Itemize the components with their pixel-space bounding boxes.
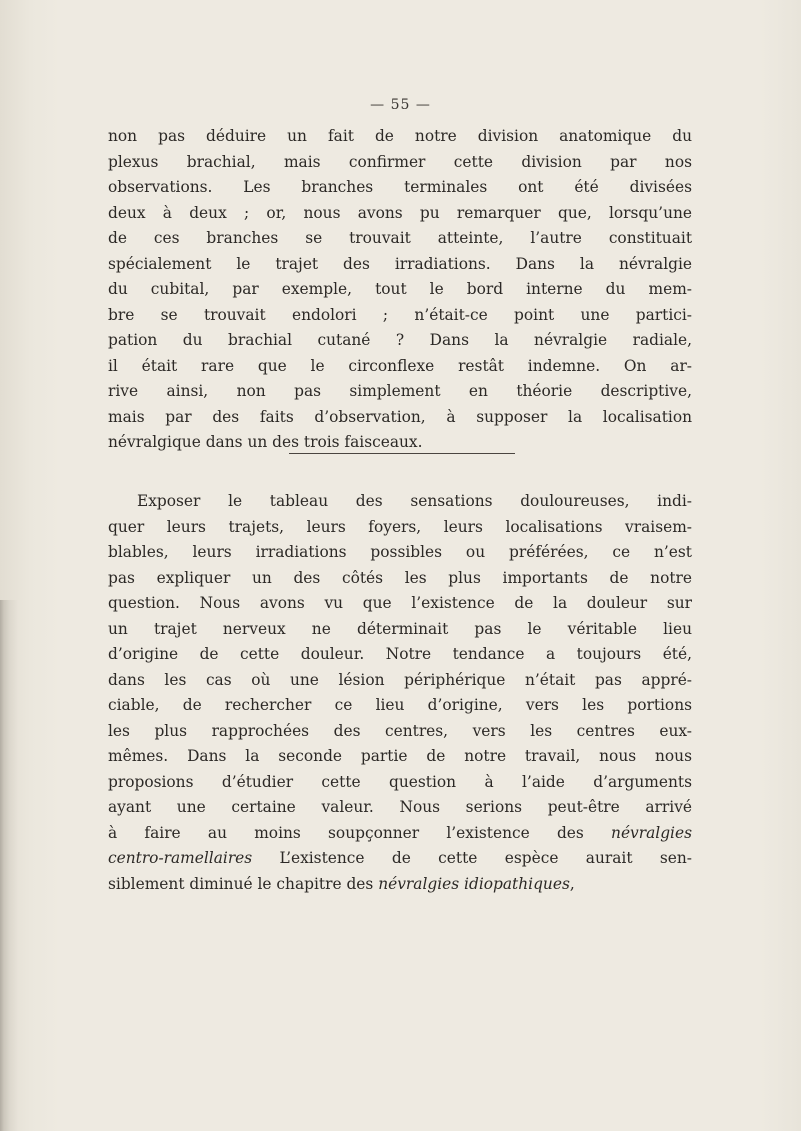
text-line: d’origine de cette douleur. Notre tendance a toujours été, [108, 645, 692, 663]
text-line-mixed [108, 821, 692, 847]
text-run: siblement diminué le chapitre des [108, 874, 379, 893]
text-line: ciable, de rechercher ce lieu d’origine, vers les portions [108, 696, 692, 714]
text-line: proposions d’étudier cette question à l’aide d’arguments [108, 772, 692, 791]
section-separator [289, 453, 515, 454]
text-line: pas expliquer un des côtés les plus importants de notre [108, 568, 692, 587]
text-line: pation du brachial cutané ? Dans la névralgie radiale, [108, 331, 692, 349]
text-line: mais par des faits d’observation, à supposer la localisation [108, 407, 692, 426]
binding-shadow [0, 600, 18, 1131]
text-line: question. Nous avons vu que l’existence de la douleur sur [108, 594, 692, 612]
italic-term: névralgies idiopathiques [378, 874, 570, 893]
paragraph-1 [108, 124, 692, 456]
italic-term: centro-ramellaires [108, 849, 253, 867]
text-line: bre se trouvait endolori ; n’était-ce point une partici- [108, 305, 692, 324]
text-line-mixed [108, 872, 692, 898]
text-line: observations. Les branches terminales ont été divisées [108, 178, 692, 196]
text-line: plexus brachial, mais confirmer cette division par nos [108, 152, 692, 171]
text-line: non pas déduire un fait de notre division anatomique du [108, 127, 692, 145]
text-line: ayant une certaine valeur. Nous serions peut-être arrivé [108, 798, 692, 816]
italic-term: névralgies [611, 823, 692, 842]
text-run: L’existence de cette espèce aurait sen- [252, 849, 692, 867]
text-line: spécialement le trajet des irradiations. Dans la névralgie [108, 254, 692, 273]
text-run: , [569, 874, 575, 893]
text-line: un trajet nerveux ne déterminait pas le véritable lieu [108, 619, 692, 638]
text-line: Exposer le tableau des sensations douloureuses, indi- [137, 492, 692, 510]
text-line: deux à deux ; or, nous avons pu remarquer que, lorsqu’une [108, 203, 692, 222]
text-line: dans les cas où une lésion périphérique n’était pas appré- [108, 670, 692, 689]
text-line: rive ainsi, non pas simplement en théorie descriptive, [108, 382, 692, 400]
page-number: — 55 — [370, 97, 431, 113]
text-line: du cubital, par exemple, tout le bord interne du mem- [108, 280, 692, 298]
text-line: les plus rapprochées des centres, vers les centres eux- [108, 721, 692, 740]
text-line: quer leurs trajets, leurs foyers, leurs localisations vraisem- [108, 517, 692, 536]
text-line: il était rare que le circonflexe restât indemne. On ar- [108, 356, 692, 375]
paragraph-2 [108, 489, 692, 897]
text-run: à faire au moins soupçonner l’existence des [108, 823, 584, 842]
text-line: mêmes. Dans la seconde partie de notre travail, nous nous [108, 747, 692, 765]
text-line: névralgique dans un des trois faisceaux. [108, 433, 423, 451]
text-line: de ces branches se trouvait atteinte, l’autre constituait [108, 229, 692, 247]
text-line: blables, leurs irradiations possibles ou préférées, ce n’est [108, 543, 692, 561]
text-line-mixed [108, 846, 692, 872]
